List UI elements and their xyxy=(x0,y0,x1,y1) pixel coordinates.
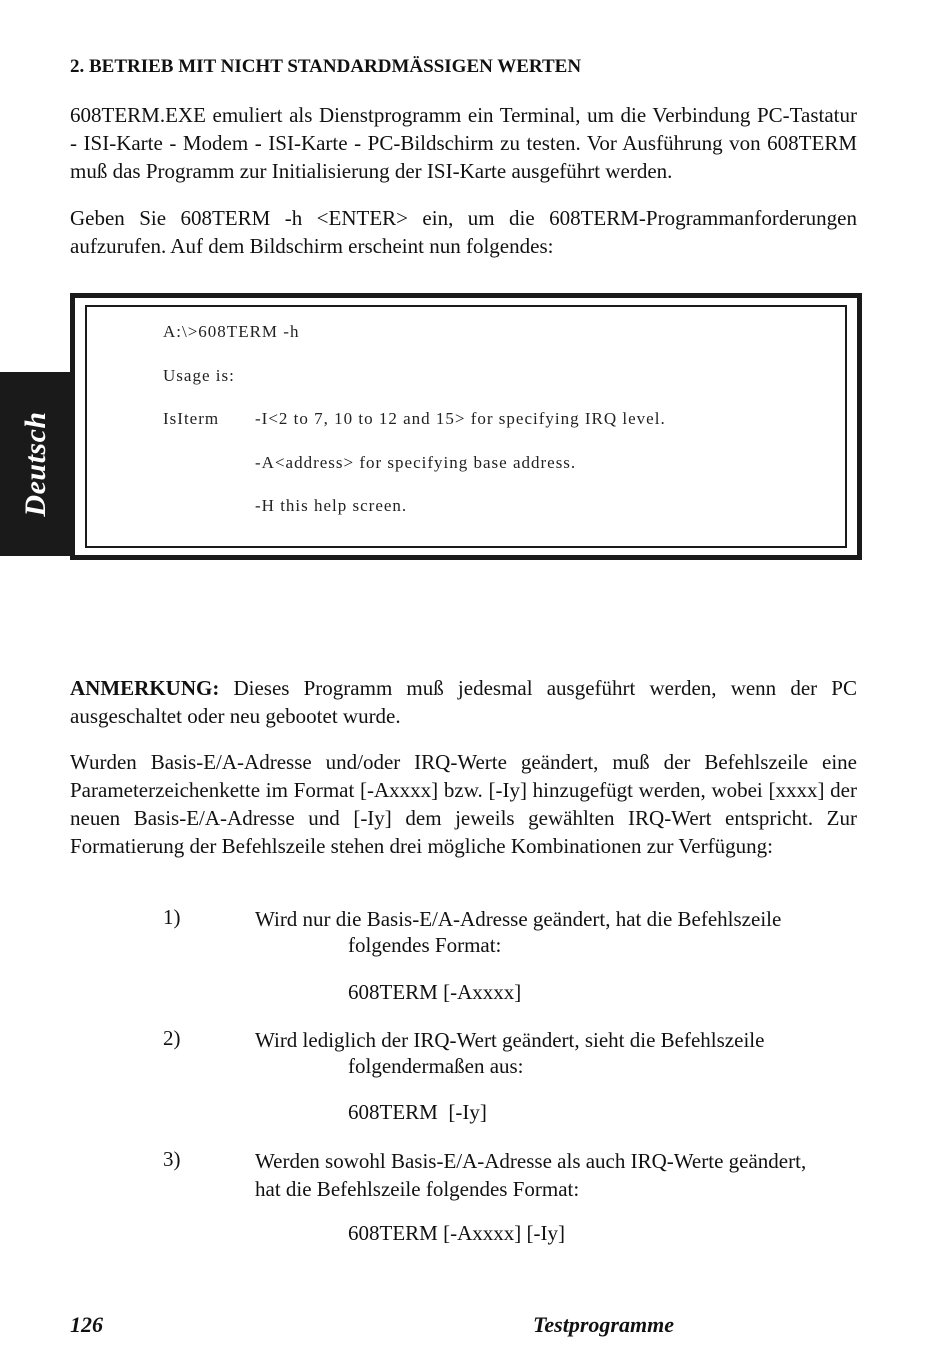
list-item-text: Werden sowohl Basis-E/A-Adresse als auch IRQ-Werte geändert, xyxy=(255,1149,807,1173)
section-heading: 2. BETRIEB MIT NICHT STANDARDMÄSSIGEN WERTEN xyxy=(70,56,582,77)
list-item-number: 2) xyxy=(163,1026,181,1050)
note-text: Dieses Programm muß jedesmal ausgeführt werden, wenn der PC ausgeschaltet oder neu gebootet wurde. xyxy=(70,676,857,728)
list-item-text-continued: folgendermaßen aus: xyxy=(348,1054,524,1078)
terminal-line-usage: Usage is: xyxy=(163,366,235,385)
list-item-command: 608TERM [-Axxxx] xyxy=(348,980,522,1004)
list-item-number: 3) xyxy=(163,1147,181,1171)
list-item-text: Wird nur die Basis-E/A-Adresse geändert, hat die Befehlszeile xyxy=(255,907,782,931)
terminal-line-address-option: -A<address> for specifying base address. xyxy=(255,453,577,472)
list-item-text-continued: hat die Befehlszeile folgendes Format: xyxy=(255,1177,580,1201)
list-item-number: 1) xyxy=(163,905,181,929)
page-number: 126 xyxy=(70,1312,103,1337)
list-item-command: 608TERM [-Axxxx] [-Iy] xyxy=(348,1221,565,1245)
list-item-text-continued: folgendes Format: xyxy=(348,933,502,957)
terminal-line-help-option: -H this help screen. xyxy=(255,496,408,515)
list-item-text: Wird lediglich der IRQ-Wert geändert, sieht die Befehlszeile xyxy=(255,1028,765,1052)
footer-section-title: Testprogramme xyxy=(533,1312,674,1337)
language-tab xyxy=(0,372,71,556)
terminal-line-irq-option: -I<2 to 7, 10 to 12 and 15> for specifying IRQ level. xyxy=(255,409,666,428)
intro-paragraph: 608TERM.EXE emuliert als Dienstprogramm ein Terminal, um die Verbindung PC-Tastatur - ISI-Karte - Modem - ISI-Karte - PC-Bildschirm zu testen. Vor Ausführung von 608TERM muß das Programm zur Initialisierung der ISI-Karte ausgeführt werden. xyxy=(70,103,857,183)
note-paragraph xyxy=(70,674,857,730)
terminal-line-program: IsIterm xyxy=(163,409,220,428)
list-item-command: 608TERM [-Iy] xyxy=(348,1100,487,1124)
note-label: ANMERKUNG: xyxy=(70,676,220,700)
terminal-line-command: A:\>608TERM -h xyxy=(163,322,300,341)
format-paragraph: Wurden Basis-E/A-Adresse und/oder IRQ-Werte geändert, muß der Befehlszeile eine Parameterzeichenkette im Format [-Axxxx] bzw. [-Iy] hinzugefügt werden, wobei [xxxx] der neuen Basis-E/A-Adresse und [-Iy] dem jeweils gewählten IRQ-Wert entspricht. Zur Formatierung der Befehlszeile stehen drei mögliche Kombinationen zur Verfügung: xyxy=(70,750,857,858)
instruction-paragraph: Geben Sie 608TERM -h <ENTER> ein, um die 608TERM-Programmanforderungen aufzurufen. Auf dem Bildschirm erscheint nun folgendes: xyxy=(70,206,857,258)
language-tab-label: Deutsch xyxy=(18,411,52,517)
